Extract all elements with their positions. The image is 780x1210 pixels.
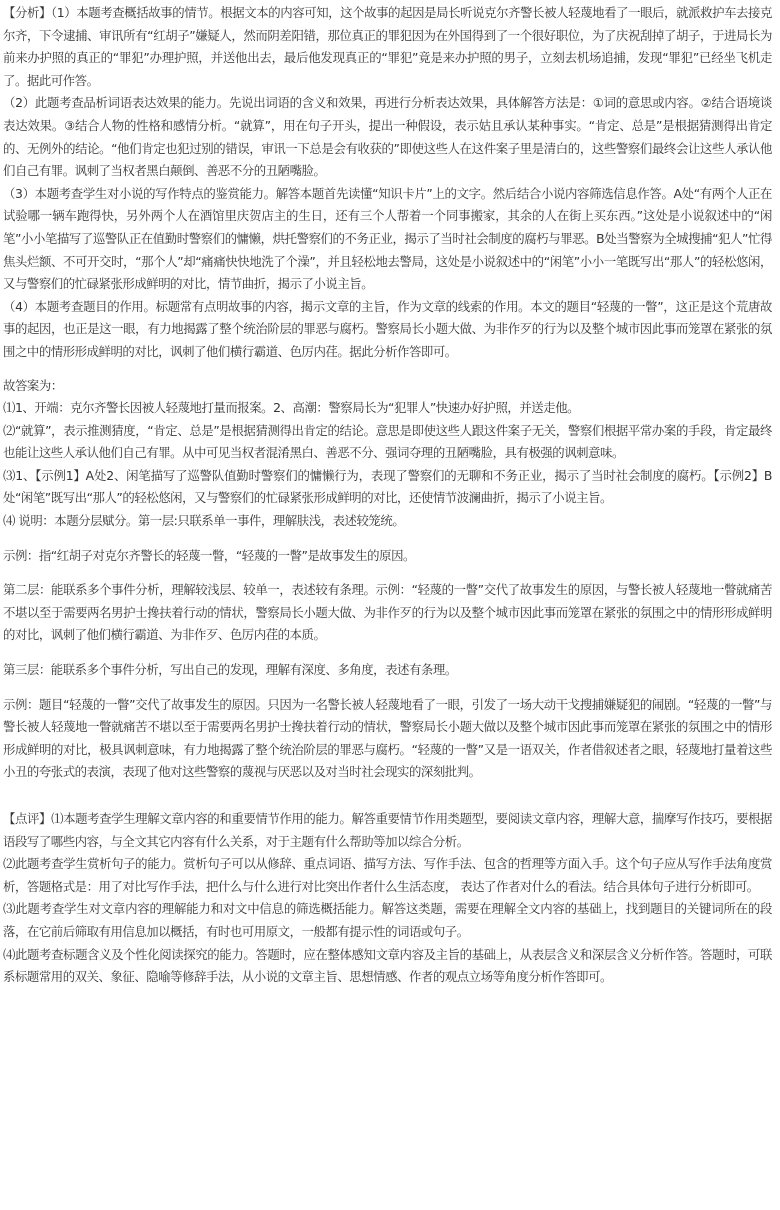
spacer bbox=[3, 784, 772, 808]
analysis-part-1: 【分析】（1）本题考查概括故事的情节。根据文本的内容可知，这个故事的起因是局长听说克尔齐警长被人轻蔑地看了一眼后，就派救护车去接克尔齐，下令逮捕、审讯所有“红胡子”嫌疑人，然而阴差阳错，那位真正的罪犯因为在外国得到了一个很好职位，为了庆祝刮掉了胡子，于进局长为前来办护照的真正的“罪犯”办理护照，并送他出去，最后他发现真正的“罪犯”竟是来办护照的男子，立刻去机场追捕，发现“罪犯”已经坐飞机走了。据此可作答。 bbox=[3, 5, 772, 88]
answer-4-example-1: 示例：指“红胡子对克尔齐警长的轻蔑一瞥，“轻蔑的一瞥”是故事发生的原因。 bbox=[3, 547, 415, 563]
answer-4-layer-3: 第三层：能联系多个事件分析，写出自己的发现，理解有深度、多角度，表述有条理。 bbox=[3, 662, 457, 678]
answer-1: ⑴1、开端：克尔齐警长因被人轻蔑地打量而报案。2、高潮：警察局长为“犯罪人”快速办好护照，并送走他。 bbox=[3, 400, 580, 416]
spacer bbox=[3, 364, 772, 375]
answer-heading: 故答案为： bbox=[3, 377, 63, 393]
comment-4: ⑷此题考查标题含义及个性化阅读探究的能力。答题时，应在整体感知文章内容及主旨的基础上，从表层含义和深层含义分析作答。答题时，可联系标题常用的双关、象征、隐喻等修辞手法，从小说的文章主旨、思想情感、作者的观点立场等角度分析作答即可。 bbox=[3, 946, 772, 985]
answer-3: ⑶1、【示例1】A处2、闲笔描写了巡警队值勤时警察们的慵懒行为，表现了警察们的无聊和不务正业，揭示了当时社会制度的腐朽。【示例2】B处“闲笔”既写出“那人”的轻松悠闲，又与警察们的忙碌紧张形成鲜明的对比，还使情节波澜曲折，揭示了小说主旨。 bbox=[3, 467, 772, 506]
analysis-part-4: （4）本题考查题目的作用。标题常有点明故事的内容，揭示文章的主旨，作为文章的线索的作用。本文的题目“轻蔑的一瞥”，这正是这个荒唐故事的起因，也正是这一眼，有力地揭露了整个统治阶层的罪恶与腐朽。警察局长小题大做、为非作歹的行为以及整个城市因此事而笼罩在紧张的氛围之中的情形形成鲜明的对比，讽刺了他们横行霸道、色厉内荏。据此分析作答即可。 bbox=[3, 298, 772, 359]
comment-2: ⑵此题考查学生赏析句子的能力。赏析句子可以从修辞、重点词语、描写方法、写作手法、包含的哲理等方面入手。这个句子应从写作手法角度赏析，答题格式是：用了对比写作手法，把什么与什么进行对比突出作者什么生活态度， 表达了作者对什么的看法。结合具体句子进行分析即可。 bbox=[3, 856, 772, 894]
answer-4-layer-2: 第二层：能联系多个事件分析，理解较浅层、较单一，表述较有条理。示例：“轻蔑的一瞥”交代了故事发生的原因，与警长被人轻蔑地一瞥就痛苦不堪以至于需要两名男护士搀扶着行动的情状，警察局长小题大做、为非作歹的行为以及整个城市因此事而笼罩在紧张的氛围之中的情形形成鲜明的对比，讽刺了他们横行霸道、为非作歹、色厉内荏的本质。 bbox=[3, 582, 772, 643]
comment-3: ⑶此题考查学生对文章内容的理解能力和对文中信息的筛选概括能力。解答这类题，需要在理解全文内容的基础上，找到题目的关键词所在的段落，在它前后筛取有用信息加以概括，有时也可用原文，一般都有提示性的词语或句子。 bbox=[3, 901, 772, 939]
spacer bbox=[3, 533, 772, 545]
answer-4: ⑷ 说明：本题分层赋分。第一层:只联系单一事件，理解肤浅，表述较笼统。 bbox=[3, 513, 405, 529]
spacer bbox=[3, 647, 772, 659]
answer-2: ⑵“就算”，表示推测猜度，“肯定、总是”是根据猜测得出肯定的结论。意思是即使这些人跟这件案子无关，警察们根据平常办案的手段，肯定最终也能让这些人承认他们自己有罪。从中可见当权者混淆黑白、善恶不分、强词夺理的丑陋嘴脸，具有极强的讽刺意味。 bbox=[3, 422, 772, 461]
answer-4-example-3: 示例：题目“轻蔑的一瞥”交代了故事发生的原因。只因为一名警长被人轻蔑地看了一眼，引发了一场大动干戈搜捕嫌疑犯的闹剧。“轻蔑的一瞥”与警长被人轻蔑地一瞥就痛苦不堪以至于需要两名男护士搀扶着行动的情状，警察局长小题大做以及整个城市因此事而笼罩在紧张的氛围之中的情形形成鲜明的对比，极具讽刺意味，有力地揭露了整个统治阶层的罪恶与腐朽。“轻蔑的一瞥”又是一语双关，作者借叙述者之眼，轻蔑地打量着这些小丑的夸张式的表演，表现了他对这些警察的蔑视与厌恶以及对当时社会现实的深刻批判。 bbox=[3, 696, 772, 780]
comment-1: 【点评】⑴本题考查学生理解文章内容的和重要情节作用的能力。解答重要情节作用类题型，要阅读文章内容，理解大意，揣摩写作技巧，要根据语段写了哪些内容，与全文其它内容有什么关系，对于主题有什么帮助等加以综合分析。 bbox=[3, 811, 772, 849]
spacer bbox=[3, 682, 772, 694]
analysis-part-3: （3）本题考查学生对小说的写作特点的鉴赏能力。解答本题首先读懂“知识卡片”上的文字。然后结合小说内容筛选信息作答。A处“有两个人正在试验哪一辆车跑得快，另外两个人在酒馆里庆贺店主的生日，还有三个人帮着一个同事搬家，其余的人在街上买东西。”这处是小说叙述中的“闲笔”小小笔描写了巡警队正在值勤时警察们的慵懒，烘托警察们的不务正业，揭示了当时社会制度的腐朽与罪恶。B处当警察为全城搜捕“犯人”忙得焦头烂额、不可开交时，“那个人”却“痛痛快快地洗了个澡”，并且轻松地去警局，这处是小说叙述中的“闲笔”小小一笔既写出“那人”的轻松悠闲，又与警察们的忙碌紧张形成鲜明的对比，情节曲折，揭示了小说主旨。 bbox=[3, 185, 772, 292]
analysis-part-2: （2）此题考查品析词语表达效果的能力。先说出词语的含义和效果，再进行分析表达效果，具体解答方法是：①词的意思或内容。②结合语境谈表达效果。③结合人物的性格和感情分析。“就算”，用在句子开头，提出一种假设，表示姑且承认某种事实。“肯定、总是”是根据猜测得出肯定的、无例外的结论。“他们肯定也犯过别的错误，审讯一下总是会有收获的”即使这些人在这件案子里是清白的，这些警察们最终会让这些人承认他们自己有罪。讽刺了当权者黑白颠倒、善恶不分的丑陋嘴脸。 bbox=[3, 95, 772, 179]
spacer bbox=[3, 567, 772, 579]
